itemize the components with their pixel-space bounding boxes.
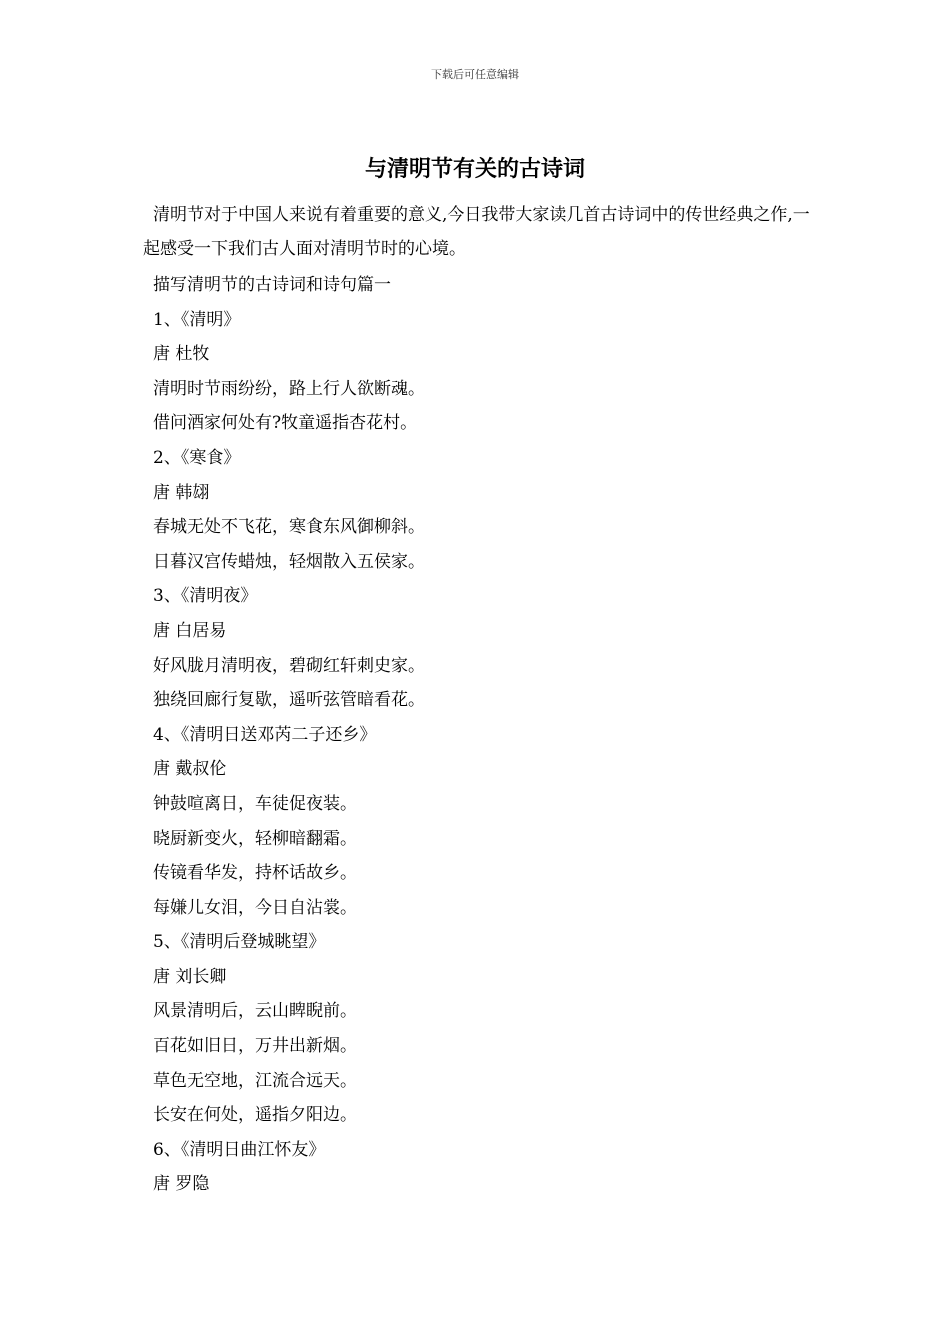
text-line: 风景清明后，云山睥睨前。 [153,1001,357,1022]
text-line: 唐 杜牧 [153,344,210,365]
text-line: 1、《清明》 [153,309,241,330]
text-line: 春城无处不飞花，寒食东风御柳斜。 [153,517,425,538]
text-line: 钟鼓喧离日，车徒促夜装。 [153,793,357,814]
text-line: 独绕回廊行复歇，遥听弦管暗看花。 [153,690,425,711]
text-line: 清明时节雨纷纷，路上行人欲断魂。 [153,378,425,399]
text-line: 6、《清明日曲江怀友》 [153,1139,326,1160]
text-line: 唐 白居易 [153,620,227,641]
poem-lines [153,268,813,1202]
text-line: 3、《清明夜》 [153,586,258,607]
text-line: 2、《寒食》 [153,447,241,468]
document-title: 与清明节有关的古诗词 [364,156,585,182]
intro-paragraph: 清明节对于中国人来说有着重要的意义,今日我带大家读几首古诗词中的传世经典之作,一起感受一下我们古人面对清明节时的心境。 [143,205,810,259]
text-line: 每嫌儿女泪，今日自沾裳。 [153,897,357,918]
text-line: 好风胧月清明夜，碧砌红轩刺史家。 [153,655,425,676]
text-line: 描写清明节的古诗词和诗句篇一 [153,275,391,295]
text-line: 百花如旧日，万井出新烟。 [153,1036,357,1057]
text-line: 4、《清明日送邓芮二子还乡》 [153,724,377,745]
text-line: 唐 戴叔伦 [153,759,227,780]
text-line: 日暮汉宫传蜡烛，轻烟散入五侯家。 [153,551,425,572]
text-line: 借问酒家何处有?牧童遥指杏花村。 [153,413,418,434]
text-line: 唐 罗隐 [153,1174,210,1195]
text-line: 唐 韩翃 [153,482,210,503]
text-line: 5、《清明后登城眺望》 [153,932,326,953]
text-line: 长安在何处，遥指夕阳边。 [153,1105,357,1126]
text-line: 唐 刘长卿 [153,966,227,987]
text-line: 晓厨新变火，轻柳暗翻霜。 [153,828,357,849]
header-note: 下载后可任意编辑 [431,68,519,81]
text-line: 传镜看华发，持杯话故乡。 [153,863,357,884]
text-line: 草色无空地，江流合远天。 [153,1070,357,1091]
